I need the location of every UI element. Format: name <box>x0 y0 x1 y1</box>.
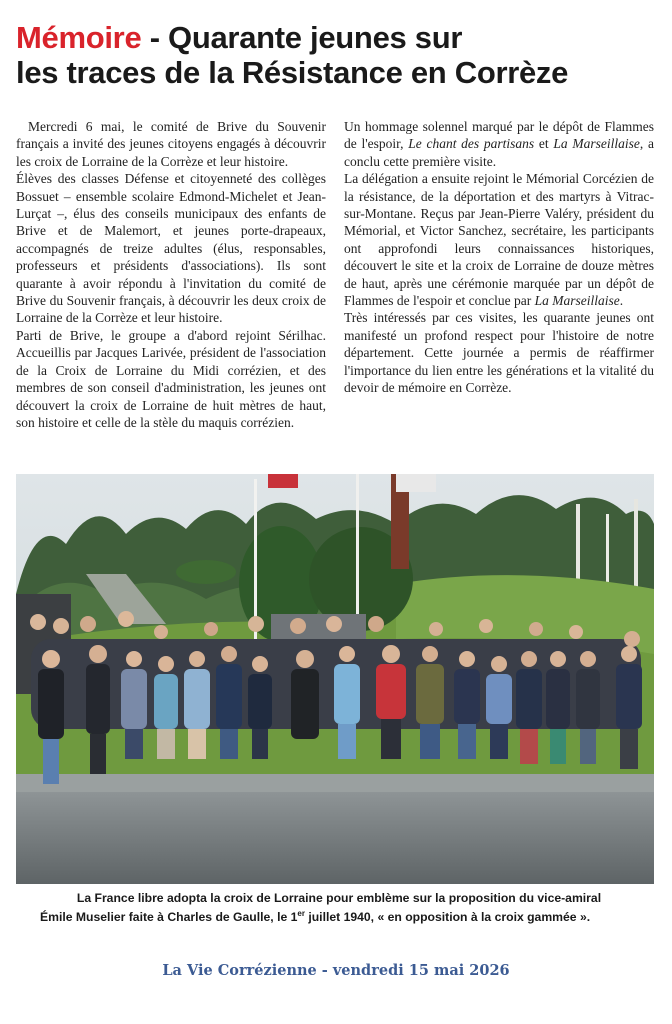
headline-kicker: Mémoire <box>16 20 142 55</box>
song-title-chant-partisans: Le chant des partisans <box>408 136 535 152</box>
paragraph-5 <box>344 170 654 309</box>
article-body <box>16 118 654 431</box>
group-photo-illustration <box>16 474 654 884</box>
headline-title-line1: - Quarante jeunes sur <box>141 20 463 55</box>
caption-line1: La France libre adopta la croix de Lorraine pour emblème sur la proposition du vice-amiral <box>76 891 602 905</box>
caption-superscript: er <box>297 909 305 918</box>
paragraph-1: Mercredi 6 mai, le comité de Brive du Souvenir français a invité des jeunes citoyens engagés à découvrir les croix de Lorraine de la Corrèze et leur histoire. <box>16 119 326 169</box>
article-column-right <box>344 118 654 431</box>
song-title-marseillaise-2: La Marseillaise <box>534 293 620 309</box>
group-photo <box>16 474 654 884</box>
article-column-left <box>16 118 326 431</box>
paragraph-3: Parti de Brive, le groupe a d'abord rejoint Sérilhac. Accueillis par Jacques Larivée, président de l'association de la Croix de Lorraine du Midi corrézien, et des membres de son conseil d'administration, les jeunes ont découvert la croix de Lorraine de huit mètres de haut, son histoire et celle de la stèle du maquis corrézien. <box>16 327 326 430</box>
paragraph-4 <box>344 118 654 170</box>
paragraph-4-text: Un hommage solennel marqué par le dépôt de Flammes de l'espoir, <box>344 119 654 152</box>
publication-footer: La Vie Corrézienne - vendredi 15 mai 2026 <box>162 962 510 979</box>
song-title-marseillaise: La Marseillaise <box>553 136 640 152</box>
paragraph-4-and: et <box>534 136 554 152</box>
headline-title-line2: les traces de la Résistance en Corrèze <box>16 55 569 90</box>
caption-line2 <box>16 906 662 925</box>
photo-caption <box>16 890 662 925</box>
paragraph-2: Élèves des classes Défense et citoyenneté des collèges Bossuet – ensemble scolaire Edmond-Michelet et Jean-Lurçat –, élus des conseils municipaux des enfants de Brive et de Malemort, et jeunes porte-drapeaux, accompagnés de treize adultes (élus, responsables, professeurs et présidents d'associations). Ils sont quarante à avoir répondu à l'invitation du comité de Brive du Souvenir français, à découvrir les deux croix de Lorraine de la Corrèze et leur histoire. <box>16 171 326 326</box>
paragraph-5-end: . <box>619 293 624 309</box>
paragraph-6: Très intéressés par ces visites, les quarante jeunes ont manifesté un profond respect pour l'histoire de notre département. Cette journée a permis de réaffirmer l'importance du lien entre les générations et la vitalité du devoir de mémoire en Corrèze. <box>344 310 654 396</box>
paragraph-5-text: La délégation a ensuite rejoint le Mémorial Corcézien de la résistance, de la déportation et des martyrs à Vitrac-sur-Montane. Reçus par Jean-Pierre Valéry, président du Mémorial, et Victor Sanchez, secrétaire, les participants ont approfondi leurs connaissances historiques, découvert le site et la croix de Lorraine de douze mètres de haut, après une cérémonie marquée par un dépôt de Flammes de l'espoir et conclue par <box>344 171 654 309</box>
paragraph-4-end: , a conclu cette première visite. <box>344 136 654 169</box>
caption-line2-end: juillet 1940, « en opposition à la croix gammée ». <box>304 910 591 925</box>
article-headline <box>16 20 656 90</box>
caption-line2-start: Émile Muselier faite à Charles de Gaulle, le 1 <box>40 910 298 925</box>
